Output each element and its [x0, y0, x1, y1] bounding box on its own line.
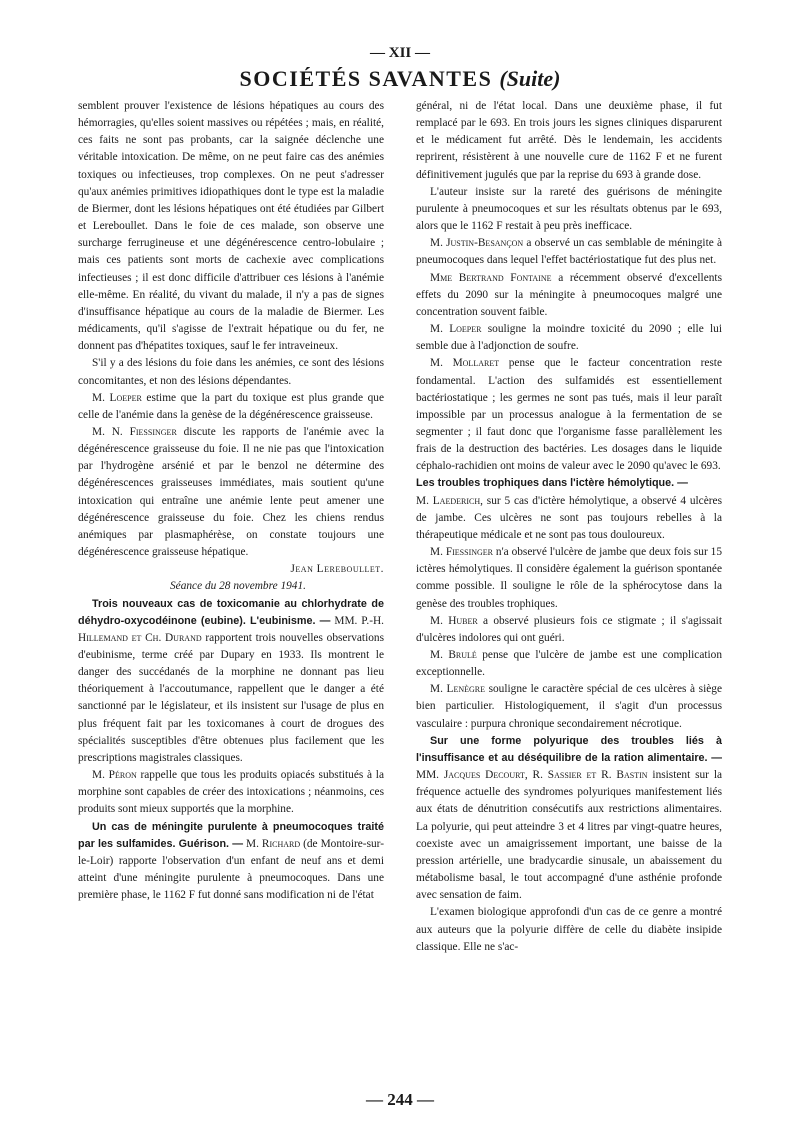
paragraph-text: insistent sur la fréquence actuelle des syndromes polyuriques manifestement liés aux états de dénutrition consécutifs aux restrictions alimentaires. La polyurie, qui peut atteindre 3 et 4 litres par vingt-quatre heures, coexiste avec un amaigrissement important, une baisse de la pression artérielle, une bradycardie sinusale, un abaissement du métabolisme basal, le tout accompagné d'une asthénie profonde avec sensation de faim. [416, 769, 722, 902]
paragraph [416, 681, 722, 732]
article-heading: Sur une forme polyurique des troubles liés à l'insuffisance et au déséquilibre de la ration alimentaire. — [416, 734, 722, 764]
paragraph [78, 596, 384, 768]
paragraph-text: rappelle que tous les produits opiacés substitués à la morphine sont capables de créer des intoxications ; néanmoins, ces produits sont mieux supportés que la morphine. [78, 769, 384, 816]
paragraph: général, ni de l'état local. Dans une deuxième phase, il fut remplacé par le 693. En trois jours les signes cliniques disparurent et le médicament fut arrêté. Dès le lendemain, les accidents reprirent, résistèrent à une nouvelle cure de 1162 F et ne furent définitivement jugulés que par la reprise du 693 à grande dose. [416, 100, 722, 181]
speaker-name: MM. P.-H. Hillemand et Ch. Durand [78, 614, 384, 644]
paragraph-text: n'a observé l'ulcère de jambe que deux fois sur 15 ictères hémolytiques. Il considère également la guérison spontanée comme possible. Il souligne le rôle de la sphérocytose dans la genèse des troubles trophiques. [416, 546, 722, 610]
article-heading: Trois nouveaux cas de toxicomanie au chlorhydrate de déhydro-oxycodéinone (eubine). L'eubinisme. — [78, 597, 384, 627]
paragraph [78, 819, 384, 905]
paragraph-text: estime que la part du toxique est plus grande que celle de l'anémie dans la genèse de la dégénérescence graisseuse. [78, 391, 384, 421]
speaker-name: M. Lenègre [430, 683, 485, 696]
paragraph [78, 767, 384, 818]
session-heading: Séance du 28 novembre 1941. [170, 580, 306, 593]
speaker-name: M. Loeper [430, 323, 482, 336]
paragraph [78, 390, 384, 424]
right-column [416, 98, 722, 1098]
speaker-name: M. N. Fiessinger [92, 425, 177, 438]
paragraph-text: , sur 5 cas d'ictère hémolytique, a observé 4 ulcères de jambe. Ces ulcères ne sont pas toujours rebelles à la thérapeutique médicale et ne sont pas tous douloureux. [416, 494, 722, 541]
left-column [78, 98, 384, 1098]
page-number: — 244 — [366, 1090, 434, 1109]
paragraph [416, 270, 722, 321]
article-heading: Un cas de méningite purulente à pneumocoques traité par les sulfamides. Guérison. — [78, 820, 384, 850]
paragraph-text: a récemment observé d'excellents effets du 2090 sur la méningite à pneumocoques malgré une concentration souvent faible. [416, 271, 722, 318]
paragraph-text: a observé un cas semblable de méningite à pneumocoques dans lequel l'effet bactériostatique fut des plus net. [416, 237, 722, 267]
paragraph: L'auteur insiste sur la rareté des guérisons de méningite purulente à pneumocoques et sur les résultats obtenus par le 693, alors que le 1162 F restait à peu près inefficace. [416, 185, 722, 233]
paragraph-text: pense que l'ulcère de jambe est une complication exceptionnelle. [416, 649, 722, 679]
paragraph [416, 733, 722, 905]
speaker-name: M. Laederich [416, 494, 481, 507]
speaker-name: Mme Bertrand Fontaine [430, 271, 552, 284]
article-heading [416, 475, 722, 492]
signature: Jean Lereboullet. [290, 563, 384, 576]
paragraph [416, 235, 722, 269]
speaker-name: M. Fiessinger [430, 546, 494, 559]
article-heading-text: Les troubles trophiques dans l'ictère hémolytique. — [416, 477, 688, 490]
speaker-name: MM. Jacques Decourt, R. Sassier et R. Bastin [416, 769, 648, 782]
paragraph: semblent prouver l'existence de lésions hépatiques au cours des hémorragies, qu'elles soient massives ou répétées ; mais, en réalité, ces faits ne sont pas probants, car la saignée déclenche une véritable intoxication. De même, on ne peut faire cas des anémies toxiques ou infectieuses, trop complexes. On ne peut s'adresser qu'aux anémies primitives idiopathiques dont le type est la maladie de Biermer, dont les lésions hépatiques ont été étudiées par Gilbert et Lereboullet. Dans le foie de ces malade, son observe une surcharge ferrugineuse et une dégénérescence centro-lobulaire ; mais ces patients sont morts de cachexie avec complications infectieuses ; il est donc difficile d'attribuer ces lésions à l'anémie elle-même. En réalité, du vivant du malade, il n'y a pas de signes d'insuffisance hépatique au cours de la maladie de Biermer. Les médicaments, qu'il s'agisse de l'extrait hépatique ou du fer, ne donnent pas d'hépatites toxiques, sauf le fer intraveineux. [78, 100, 384, 353]
paragraph-text: pense que le facteur concentration reste fondamental. L'action des sulfamidés est essentiellement bactériostatique ; les germes ne sont pas tués, mais il leur paraît impossible par un processus analogue à la fermentation de se segmenter ; il faut donc que l'organisme fasse parallèlement les frais de la destruction des bactéries. Les dosages dans le liquide céphalo-rachidien ont moins de valeur avec le 2090 qu'avec le 693. [416, 357, 722, 473]
paragraph [416, 493, 722, 544]
paragraph-text: souligne le caractère spécial de ces ulcères à siège bien particulier. Histologiquement, il s'agit d'un processus vasculaire : purpura chronique secondairement nécrotique. [416, 683, 722, 730]
section-title [0, 66, 800, 92]
speaker-name: M. Huber [430, 614, 478, 627]
speaker-name: M. Loeper [92, 391, 142, 404]
paragraph [416, 647, 722, 681]
paragraph-text: discute les rapports de l'anémie avec la dégénérescence graisseuse du foie. Il ne nie pas que l'intoxication par l'hydrogène arsénié et par le benzol ne détermine des dégénérescences graisseuses immédiates, mais soutient qu'une intoxication qui entraîne une anémie lente peut amener une dégénérescence graisseuse du foie. Chez les chiens rendus anémiques par plasmaphérèse, on constate toujours une dégénérescence graisseuse hépatique. [78, 425, 384, 559]
speaker-name: M. Richard [245, 837, 301, 850]
speaker-name: M. Mollaret [430, 357, 500, 370]
paragraph-text: a observé plusieurs fois ce stigmate ; il s'agissait d'ulcères indolores qui ont guéri. [416, 614, 722, 644]
speaker-name: M. Justin-Besançon [430, 237, 524, 250]
section-title-suffix: (Suite) [499, 66, 561, 91]
speaker-name: M. Brulé [430, 649, 477, 661]
paragraph [78, 424, 384, 561]
paragraph: L'examen biologique approfondi d'un cas de ce genre a montré aux auteurs que la polyurie diffère de celle du diabète insipide classique. Elle ne s'ac- [416, 906, 722, 953]
speaker-name: M. Péron [92, 769, 137, 782]
paragraph-text: rapportent trois nouvelles observations d'eubinisme, terme créé par Dupary en 1933. Ils montrent le danger des succédanés de la morphine ne donnant pas lieu théoriquement à l'accoutumance, rappellent que le danger a été sanctionné par le législateur, et ils insistent sur l'usage de plus en plus fréquent fait par les toxicomanes à court de drogues des spécialités susceptibles d'être obtenues plus facilement que les prescriptions magistrales classiques. [78, 631, 384, 764]
paragraph: S'il y a des lésions du foie dans les anémies, ce sont des lésions concomitantes, et non des lésions dépendantes. [78, 357, 384, 387]
paragraph-text: (de Montoire-sur-le-Loir) rapporte l'observation d'un enfant de neuf ans et demi atteint d'une méningite purulente à pneumocoques. Dans une première phase, le 1162 F fut donné sans modification ni de l'état [78, 837, 384, 902]
page-roman-numeral: — XII — [369, 45, 430, 61]
paragraph [416, 321, 722, 355]
paragraph-text: souligne la moindre toxicité du 2090 ; elle lui semble due à l'adjonction de soufre. [416, 323, 722, 353]
paragraph [416, 613, 722, 647]
paragraph [416, 544, 722, 613]
paragraph [416, 355, 722, 475]
section-title-main: SOCIÉTÉS SAVANTES [239, 66, 493, 91]
